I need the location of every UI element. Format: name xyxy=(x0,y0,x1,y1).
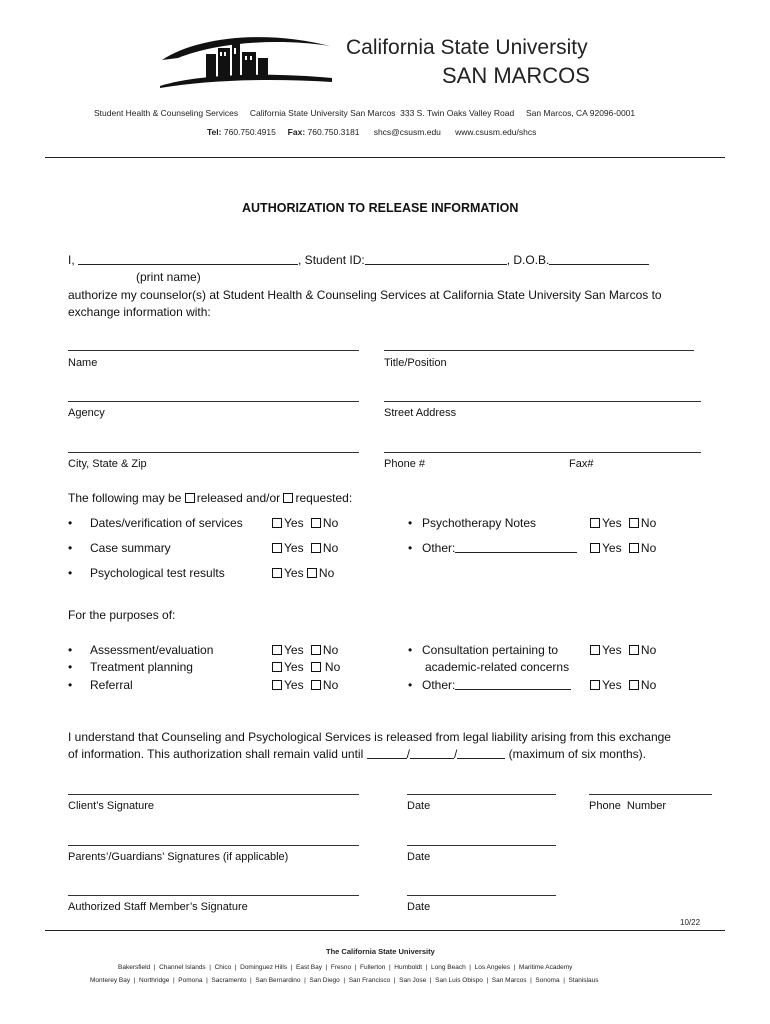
parents-date-field[interactable] xyxy=(407,845,556,846)
release-item-other xyxy=(422,541,577,555)
staff-signature-label: Authorized Staff Member’s Signature xyxy=(68,901,248,913)
yes-label: Yes xyxy=(602,643,622,657)
liability-text-1: I understand that Counseling and Psychological Services is released from legal liability arising from this exchange xyxy=(68,730,671,744)
tel-label: Tel: xyxy=(207,127,222,137)
fax-value: 760.750.3181 xyxy=(307,127,360,137)
authorize-text-2: exchange information with: xyxy=(68,305,211,319)
purpose-treatment: Treatment planning xyxy=(90,660,193,674)
bullet: • xyxy=(68,643,73,657)
staff-signature-field[interactable] xyxy=(68,895,359,896)
dates-yes-checkbox[interactable] xyxy=(272,518,282,528)
yes-label: Yes xyxy=(284,516,304,530)
print-name-field[interactable] xyxy=(78,254,298,265)
psychotherapy-yes-checkbox[interactable] xyxy=(590,518,600,528)
phone-label: Phone # xyxy=(384,458,425,470)
name-field[interactable] xyxy=(68,350,359,351)
purpose-other-field[interactable] xyxy=(455,679,571,690)
other-label: Other: xyxy=(422,541,456,555)
treatment-yes-no xyxy=(272,660,340,674)
yes-label: Yes xyxy=(602,516,622,530)
parents-date-label: Date xyxy=(407,851,431,863)
treatment-no-checkbox[interactable] xyxy=(311,662,321,672)
valid-until-year-field[interactable] xyxy=(457,748,505,759)
yes-label: Yes xyxy=(284,678,304,692)
liability-text-2: of information. This authorization shall remain valid until / / (maximum of six months). xyxy=(68,747,646,761)
release-item-case-summary: Case summary xyxy=(90,541,171,555)
header-phone-line xyxy=(207,127,536,137)
identity-line xyxy=(68,253,649,267)
yes-label: Yes xyxy=(284,566,304,580)
no-label: No xyxy=(322,678,339,692)
release-request-line xyxy=(68,491,352,505)
no-label: No xyxy=(640,678,657,692)
referral-yes-checkbox[interactable] xyxy=(272,680,282,690)
referral-no-checkbox[interactable] xyxy=(311,680,321,690)
valid-until-text: of information. This authorization shall remain valid until xyxy=(68,747,364,761)
no-label: No xyxy=(640,643,657,657)
no-label: No xyxy=(322,516,339,530)
yes-label: Yes xyxy=(602,541,622,555)
website-text: www.csusm.edu/shcs xyxy=(455,127,537,137)
psychotherapy-no-checkbox[interactable] xyxy=(629,518,639,528)
phone-fax-field[interactable] xyxy=(384,452,701,453)
phone-number-label: Phone Number xyxy=(589,800,667,812)
yes-label: Yes xyxy=(284,643,304,657)
valid-until-month-field[interactable] xyxy=(367,748,407,759)
form-title: AUTHORIZATION TO RELEASE INFORMATION xyxy=(242,201,519,215)
agency-field[interactable] xyxy=(68,401,359,402)
bullet: • xyxy=(68,566,73,580)
max-duration-text: (maximum of six months). xyxy=(508,747,646,761)
dob-field[interactable] xyxy=(549,254,649,265)
assessment-yes-checkbox[interactable] xyxy=(272,645,282,655)
bullet: • xyxy=(408,643,413,657)
purpose-other-yes-no xyxy=(590,678,656,692)
header-contact-line: Student Health & Counseling Services California State University San Marcos 333 S. Twin Oaks Valley Road San Marcos, CA 92096-0001 xyxy=(94,108,636,118)
other-label: Other: xyxy=(422,678,456,692)
street-field[interactable] xyxy=(384,401,701,402)
purpose-consultation-line2: academic-related concerns xyxy=(425,660,570,674)
psych-test-yes-checkbox[interactable] xyxy=(272,568,282,578)
city-field[interactable] xyxy=(68,452,359,453)
purposes-label: For the purposes of: xyxy=(68,608,176,622)
released-label: released and/or xyxy=(196,491,281,505)
parents-signature-label: Parents’/Guardians’ Signatures (if applicable) xyxy=(68,851,289,863)
bullet: • xyxy=(68,660,73,674)
footer-divider xyxy=(45,930,725,931)
street-label: Street Address xyxy=(384,407,457,419)
client-signature-label: Client’s Signature xyxy=(68,800,155,812)
bullet: • xyxy=(68,678,73,692)
university-name-line2: SAN MARCOS xyxy=(442,63,590,88)
yes-label: Yes xyxy=(602,678,622,692)
bullet: • xyxy=(408,678,413,692)
release-item-psych-test: Psychological test results xyxy=(90,566,225,580)
purpose-other xyxy=(422,678,571,692)
dates-yes-no xyxy=(272,516,338,530)
case-summary-yes-no xyxy=(272,541,338,555)
purpose-other-no-checkbox[interactable] xyxy=(629,680,639,690)
city-label: City, State & Zip xyxy=(68,458,147,470)
agency-label: Agency xyxy=(68,407,105,419)
no-label: No xyxy=(318,566,335,580)
purpose-referral: Referral xyxy=(90,678,133,692)
consultation-yes-no xyxy=(590,643,656,657)
psych-test-no-checkbox[interactable] xyxy=(307,568,317,578)
case-summary-no-checkbox[interactable] xyxy=(311,543,321,553)
dob-label: , D.O.B. xyxy=(506,253,550,267)
release-other-field[interactable] xyxy=(455,542,577,553)
consultation-yes-checkbox[interactable] xyxy=(590,645,600,655)
intro-i: I, xyxy=(68,253,75,267)
case-summary-yes-checkbox[interactable] xyxy=(272,543,282,553)
purpose-consultation-line1: Consultation pertaining to xyxy=(422,643,559,657)
valid-until-day-field[interactable] xyxy=(410,748,454,759)
no-label: No xyxy=(640,516,657,530)
release-other-no-checkbox[interactable] xyxy=(629,543,639,553)
tel-value: 760.750.4915 xyxy=(223,127,276,137)
assessment-yes-no xyxy=(272,643,338,657)
release-other-yes-no xyxy=(590,541,656,555)
no-label: No xyxy=(322,541,339,555)
release-other-yes-checkbox[interactable] xyxy=(590,543,600,553)
email-text: shcs@csusm.edu xyxy=(373,127,441,137)
university-name-line1: California State University xyxy=(346,36,588,59)
bullet: • xyxy=(408,516,413,530)
purpose-other-yes-checkbox[interactable] xyxy=(590,680,600,690)
staff-date-field[interactable] xyxy=(407,895,556,896)
title-label: Title/Position xyxy=(384,357,447,369)
footer-campuses-line2: Monterey Bay | Northridge | Pomona | Sacramento | San Bernardino | San Diego | San Francisco | San Jose | San Luis Obispo | San Marcos | Sonoma | Stanislaus xyxy=(90,977,599,984)
no-label: No xyxy=(640,541,657,555)
client-date-label: Date xyxy=(407,800,431,812)
client-phone-field[interactable] xyxy=(589,794,712,795)
bullet: • xyxy=(408,541,413,555)
student-id-label: , Student ID: xyxy=(298,253,365,267)
fax-field-label: Fax# xyxy=(569,458,594,470)
yes-label: Yes xyxy=(284,660,304,674)
yes-label: Yes xyxy=(284,541,304,555)
staff-date-label: Date xyxy=(407,901,431,913)
client-signature-field[interactable] xyxy=(68,794,359,795)
print-name-hint: (print name) xyxy=(136,270,201,284)
treatment-yes-checkbox[interactable] xyxy=(272,662,282,672)
assessment-no-checkbox[interactable] xyxy=(311,645,321,655)
student-id-field[interactable] xyxy=(365,254,507,265)
dates-no-checkbox[interactable] xyxy=(311,518,321,528)
university-logo-graphic xyxy=(158,32,334,92)
no-label: No xyxy=(324,660,341,674)
footer-system-name: The California State University xyxy=(326,947,435,956)
fax-label: Fax: xyxy=(287,127,306,137)
consultation-no-checkbox[interactable] xyxy=(629,645,639,655)
requested-label: requested: xyxy=(295,491,353,505)
title-field[interactable] xyxy=(384,350,694,351)
release-item-dates: Dates/verification of services xyxy=(90,516,243,530)
released-checkbox[interactable] xyxy=(185,493,195,503)
bullet: • xyxy=(68,516,73,530)
psych-test-yes-no xyxy=(272,566,334,580)
referral-yes-no xyxy=(272,678,338,692)
name-label: Name xyxy=(68,357,98,369)
footer-campuses-line1: Bakersfield | Channel Islands | Chico | Dominguez Hills | East Bay | Fresno | Fullerton | Humboldt | Long Beach | Los Angeles | Maritime Academy xyxy=(118,964,573,971)
purpose-assessment: Assessment/evaluation xyxy=(90,643,214,657)
following-text: The following may be xyxy=(68,491,182,505)
requested-checkbox[interactable] xyxy=(283,493,293,503)
header-divider xyxy=(45,157,725,158)
psychotherapy-yes-no xyxy=(590,516,656,530)
no-label: No xyxy=(322,643,339,657)
form-version: 10/22 xyxy=(680,918,701,927)
parents-signature-field[interactable] xyxy=(68,845,359,846)
bullet: • xyxy=(68,541,73,555)
release-item-psychotherapy: Psychotherapy Notes xyxy=(422,516,537,530)
authorize-text-1: authorize my counselor(s) at Student Health & Counseling Services at California State University San Marcos to xyxy=(68,288,662,302)
client-date-field[interactable] xyxy=(407,794,556,795)
